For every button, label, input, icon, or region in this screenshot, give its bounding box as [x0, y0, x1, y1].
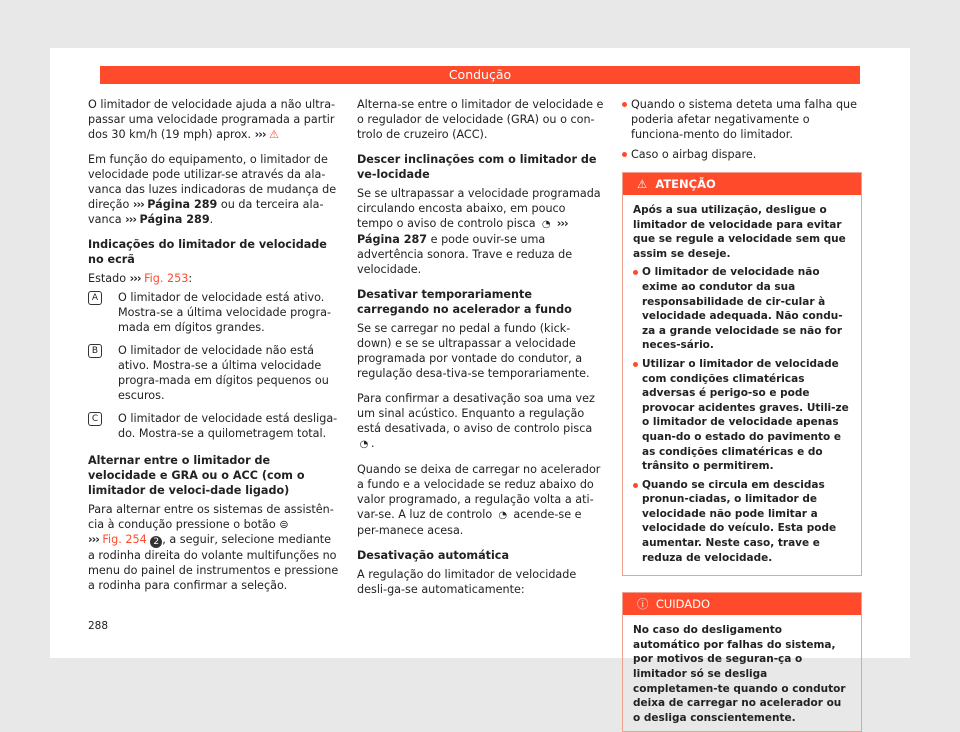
badge-b: B	[88, 344, 102, 358]
page-link-287[interactable]: Página 287	[357, 233, 428, 246]
caution-header: ⓘ CUIDADO	[623, 593, 861, 615]
deactivation-paragraph: Para confirmar a desativação soa uma vez um sinal acústico. Enquanto a regulação está desativada, o aviso de controlo pisca ◔ .	[357, 392, 595, 450]
downhill-paragraph: Se se ultrapassar a velocidade programada circulando encosta abaixo, em pouco tempo o aviso de controlo pisca ◔ ››› Página 287 e pode ouvir-se uma advertência sonora. Trave e reduza de velocidade.	[357, 187, 601, 276]
caution-box	[622, 592, 862, 732]
status-item-a: A O limitador de velocidade está ativo. Mostra-se a última velocidade progra-mada em dígitos grandes.	[88, 290, 340, 335]
heading-kickdown: Desativar temporariamente carregando no acelerador a fundo	[357, 288, 572, 316]
page-link-289-b[interactable]: Página 289	[139, 213, 210, 226]
page-link-289-a[interactable]: Página 289	[147, 198, 218, 211]
warning-header: ⚠ ATENÇÃO	[623, 173, 861, 195]
warning-box	[622, 172, 862, 576]
intro-paragraph: O limitador de velocidade ajuda a não ultra-passar uma velocidade programada a partir dos 30 km/h (19 mph) aprox. ››› ⚠	[88, 98, 336, 141]
switch-result-paragraph: Alterna-se entre o limitador de velocidade e o regulador de velocidade (GRA) ou o con-trolo de cruzeiro (ACC).	[357, 98, 604, 141]
column-3	[622, 97, 862, 732]
list-item: Caso o airbag dispare.	[622, 147, 862, 162]
switch-paragraph: Para alternar entre os sistemas de assistên-cia à condução pressione o botão ⊜ ››› Fig. 254 2 , a seguir, selecione mediante a rodinha direita do volante multifunções no menu do painel de instrumentos e pressione a rodinha para confirmar a seleção.	[88, 503, 339, 592]
list-item: Utilizar o limitador de velocidade com condições climatéricas adversas é perigo-so e pode provocar acidentes graves. Utili-ze o limitador de velocidade apenas quan-do o estado do pavimento e as condições climatéricas e do trânsito o permitirem.	[633, 357, 851, 474]
figure-link-253[interactable]: Fig. 253	[144, 272, 189, 285]
column-1	[88, 97, 340, 603]
list-item: O limitador de velocidade não exime ao condutor da sua responsabilidade de cir-cular à velocidade adequada. Não condu-za a grande velocidade se não for neces-sário.	[633, 265, 851, 353]
auto-deactivation-paragraph: A regulação do limitador de velocidade desli-ga-se automaticamente:	[357, 568, 577, 596]
list-item: Quando o sistema deteta uma falha que poderia afetar negativamente o funciona-mento do limitador.	[622, 97, 862, 142]
warning-triangle-icon: ⚠	[637, 177, 648, 191]
speedometer-icon: ◔	[359, 439, 369, 450]
speedometer-icon: ◔	[541, 219, 551, 230]
info-circle-icon: ⓘ	[637, 597, 649, 612]
equipment-paragraph: Em função do equipamento, o limitador de velocidade pode utilizar-se através da ala-vanca das luzes indicadoras de mudança de direção ››› Página 289 ou da terceira ala-vanca ››› Página 289.	[88, 153, 337, 226]
warning-triangle-icon[interactable]: ⚠	[269, 128, 280, 141]
badge-c: C	[88, 412, 102, 426]
status-item-b: B O limitador de velocidade não está ativo. Mostra-se a última velocidade progra-mada em dígitos pequenos ou escuros.	[88, 343, 340, 403]
caution-body: No caso do desligamento automático por falhas do sistema, por motivos de seguran-ça o limitador só se desliga completamen-te quando o condutor deixa de carregar no acelerador ou o desliga conscientemente.	[633, 624, 846, 724]
reactivation-paragraph: Quando se deixa de carregar no acelerador a fundo e a velocidade se reduz abaixo do valor programado, a regulação volta a ati-var-se. A luz de controlo ◔ acende-se e per-manece acesa.	[357, 463, 601, 537]
badge-a: A	[88, 291, 102, 305]
estado-line: Estado ››› Fig. 253:	[88, 272, 193, 285]
warning-body: Após a sua utilização, desligue o limitador de velocidade para evitar que se regule a velocidade sem que assim se deseje. O limitador de velocidade não exime ao condutor da sua responsabilidade de cir-cular à velocidade adequada. Não condu-za a grande velocidade se não for neces-sário. Utilizar o limitador de velocidade com condições climatéricas adversas é perigo-so e pode provocar acidentes graves. Utili-ze o limitador de velocidade apenas quan-do o estado do pavimento e as condições climatéricas e do trânsito o permitirem. Quando se circula em descidas pronun-ciadas, o limitador de velocidade não pode limitar a velocidade do veículo. Esta pode aumentar. Neste caso, trave e reduza de velocidade.	[623, 195, 861, 575]
heading-auto-deactivation: Desativação automática	[357, 549, 509, 562]
page-number: 288	[88, 620, 109, 632]
heading-downhill: Descer inclinações com o limitador de ve-locidade	[357, 153, 597, 181]
figure-link-254[interactable]: Fig. 254	[102, 533, 147, 546]
steering-button-icon: ⊜	[279, 518, 289, 531]
status-item-c: C O limitador de velocidade está desliga-do. Mostra-se a quilometragem total.	[88, 411, 340, 441]
heading-display-indications: Indicações do limitador de velocidade no ecrã	[88, 238, 327, 266]
kickdown-paragraph: Se se carregar no pedal a fundo (kick-down) e se se ultrapassar a velocidade programada por vontade do condutor, a regulação desa-tiva-se temporariamente.	[357, 322, 590, 380]
callout-number: 2	[150, 536, 162, 548]
page-header: Condução	[100, 66, 860, 84]
speedometer-icon: ◔	[498, 510, 508, 521]
list-item: Quando se circula em descidas pronun-ciadas, o limitador de velocidade não pode limitar a velocidade do veículo. Esta pode aumentar. Neste caso, trave e reduza de velocidade.	[633, 478, 851, 566]
heading-switch-systems: Alternar entre o limitador de velocidade e GRA ou o ACC (com o limitador de veloci-dade ligado)	[88, 454, 305, 497]
column-2	[357, 97, 604, 607]
